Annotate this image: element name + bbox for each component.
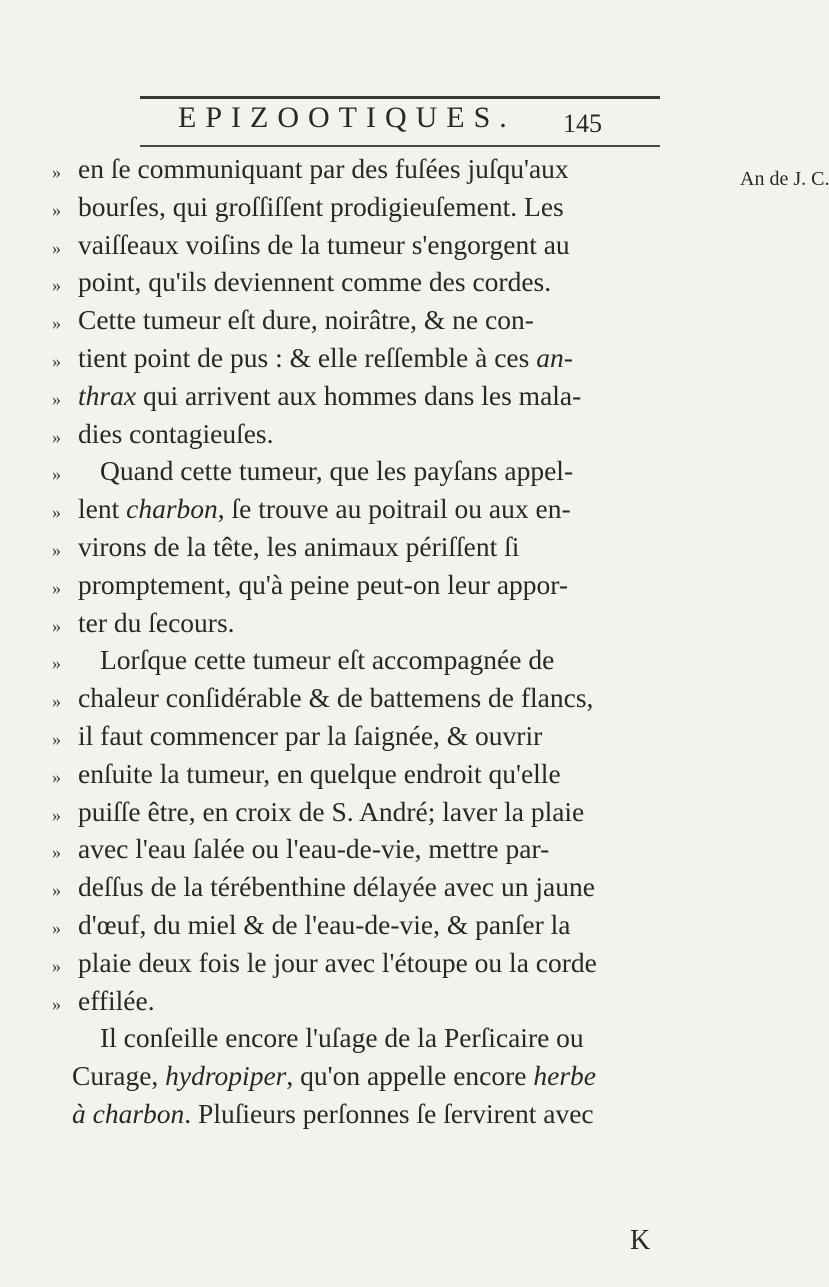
text-line <box>52 868 732 906</box>
quotation-mark: » <box>52 917 61 938</box>
text-line <box>52 793 732 831</box>
line-text <box>78 418 274 449</box>
line-text <box>78 342 573 373</box>
text-line <box>52 1057 732 1095</box>
line-text <box>78 985 155 1016</box>
roman-text: qui arrivent aux hommes dans les mala- <box>136 379 582 411</box>
header-rule <box>140 145 660 147</box>
roman-text: Lorſque cette tumeur eſt accompagnée de <box>100 644 555 676</box>
quotation-mark: » <box>52 464 61 485</box>
running-head: EPIZOOTIQUES. <box>178 101 516 134</box>
line-text <box>78 304 534 335</box>
quotation-mark: » <box>52 313 61 334</box>
quotation-mark: » <box>52 388 61 409</box>
text-line <box>52 982 732 1020</box>
text-line <box>52 150 732 188</box>
line-text <box>78 569 568 600</box>
top-border-rule <box>140 96 660 99</box>
line-text <box>78 796 584 827</box>
line-text <box>78 191 564 222</box>
roman-text: tient point de pus : & elle reſſemble à ces <box>78 341 537 373</box>
line-text <box>78 871 595 902</box>
quotation-mark: » <box>52 691 61 712</box>
text-line <box>52 1095 732 1133</box>
italic-text: thrax <box>78 379 137 411</box>
text-line <box>52 452 732 490</box>
quotation-mark: » <box>52 766 61 787</box>
quotation-mark: » <box>52 993 61 1014</box>
roman-text: effilée. <box>78 984 155 1016</box>
italic-text: an- <box>536 341 573 373</box>
text-line <box>52 1019 732 1057</box>
line-text <box>78 682 593 713</box>
page-header <box>178 101 678 141</box>
line-text <box>78 833 549 864</box>
roman-text: plaie deux fois le jour avec l'étoupe ou la corde <box>78 946 597 978</box>
quotation-mark: » <box>52 615 61 636</box>
quotation-mark: » <box>52 162 61 182</box>
text-line <box>52 566 732 604</box>
roman-text: dies contagieuſes. <box>78 417 274 449</box>
roman-text: , ſe trouve au poitrail ou aux en- <box>217 493 571 525</box>
line-text <box>78 266 551 297</box>
text-line <box>52 188 732 226</box>
italic-text: charbon <box>126 493 218 525</box>
text-line <box>52 301 732 339</box>
text-line <box>52 830 732 868</box>
roman-text: Curage, <box>72 1060 166 1092</box>
line-text <box>78 607 235 638</box>
body-text <box>52 150 732 1133</box>
roman-text: promptement, qu'à peine peut-on leur appor- <box>78 568 569 600</box>
roman-text: d'œuf, du miel & de l'eau-de-vie, & panſer la <box>78 908 571 940</box>
quotation-mark: » <box>52 880 61 901</box>
quotation-mark: » <box>52 842 61 863</box>
text-line <box>52 263 732 301</box>
line-text <box>78 720 542 751</box>
line-text <box>78 455 573 486</box>
quotation-mark: » <box>52 502 61 523</box>
text-line <box>52 906 732 944</box>
line-text <box>78 947 597 978</box>
italic-text: herbe <box>533 1060 596 1092</box>
roman-text: deſſus de la térébenthine délayée avec un jaune <box>78 871 595 903</box>
text-line <box>52 679 732 717</box>
quotation-mark: » <box>52 539 61 560</box>
line-text <box>78 380 581 411</box>
line-text <box>78 909 571 940</box>
text-line <box>52 339 732 377</box>
roman-text: chaleur conſidérable & de battemens de flancs, <box>78 682 594 714</box>
text-line <box>52 755 732 793</box>
roman-text: puiſſe être, en croix de S. André; laver la plaie <box>78 795 585 827</box>
quotation-mark: » <box>52 955 61 976</box>
text-line <box>52 415 732 453</box>
quotation-mark: » <box>52 237 61 258</box>
roman-text: point, qu'ils deviennent comme des cordes. <box>78 266 552 298</box>
quotation-mark: » <box>52 275 61 296</box>
quotation-mark: » <box>52 804 61 825</box>
line-text <box>78 644 554 675</box>
roman-text: bourſes, qui groſſiſſent prodigieuſement. Les <box>78 190 564 222</box>
line-text <box>72 1098 594 1129</box>
roman-text: enſuite la tumeur, en quelque endroit qu'elle <box>78 757 561 789</box>
quotation-mark: » <box>52 350 61 371</box>
roman-text: avec l'eau ſalée ou l'eau-de-vie, mettre par- <box>78 833 550 865</box>
text-line <box>52 641 732 679</box>
quotation-mark: » <box>52 653 61 674</box>
roman-text: . Pluſieurs perſonnes ſe ſervirent avec <box>184 1097 594 1129</box>
text-line <box>52 377 732 415</box>
roman-text: virons de la tête, les animaux périſſent ſi <box>78 530 520 562</box>
margin-note: An de J. C. <box>740 168 829 190</box>
quotation-mark: » <box>52 577 61 598</box>
line-text <box>78 1022 584 1053</box>
italic-text: à charbon <box>72 1097 185 1129</box>
quotation-mark: » <box>52 728 61 749</box>
roman-text: en ſe communiquant par des fuſées juſqu'aux <box>78 153 569 184</box>
roman-text: vaiſſeaux voiſins de la tumeur s'engorgent au <box>78 228 570 260</box>
roman-text: Cette tumeur eſt dure, noirâtre, & ne con- <box>78 304 534 336</box>
line-text <box>78 758 561 789</box>
line-text <box>78 153 569 184</box>
line-text <box>78 229 570 260</box>
text-line <box>52 226 732 264</box>
line-text <box>78 531 519 562</box>
text-line <box>52 490 732 528</box>
catchword: K <box>630 1225 651 1256</box>
italic-text: hydropiper <box>165 1060 287 1092</box>
roman-text: Quand cette tumeur, que les payſans appel- <box>100 455 574 487</box>
page-number: 145 <box>563 109 602 138</box>
roman-text: il faut commencer par la ſaignée, & ouvrir <box>78 719 543 751</box>
roman-text: lent <box>78 493 127 525</box>
line-text <box>72 1060 596 1091</box>
quotation-mark: » <box>52 199 61 220</box>
text-line <box>52 528 732 566</box>
text-line <box>52 604 732 642</box>
text-line <box>52 944 732 982</box>
roman-text: ter du ſecours. <box>78 606 235 638</box>
quotation-mark: » <box>52 426 61 447</box>
line-text <box>78 493 571 524</box>
roman-text: , qu'on appelle encore <box>286 1060 534 1092</box>
text-line <box>52 717 732 755</box>
roman-text: Il conſeille encore l'uſage de la Perſicaire ou <box>100 1022 584 1054</box>
